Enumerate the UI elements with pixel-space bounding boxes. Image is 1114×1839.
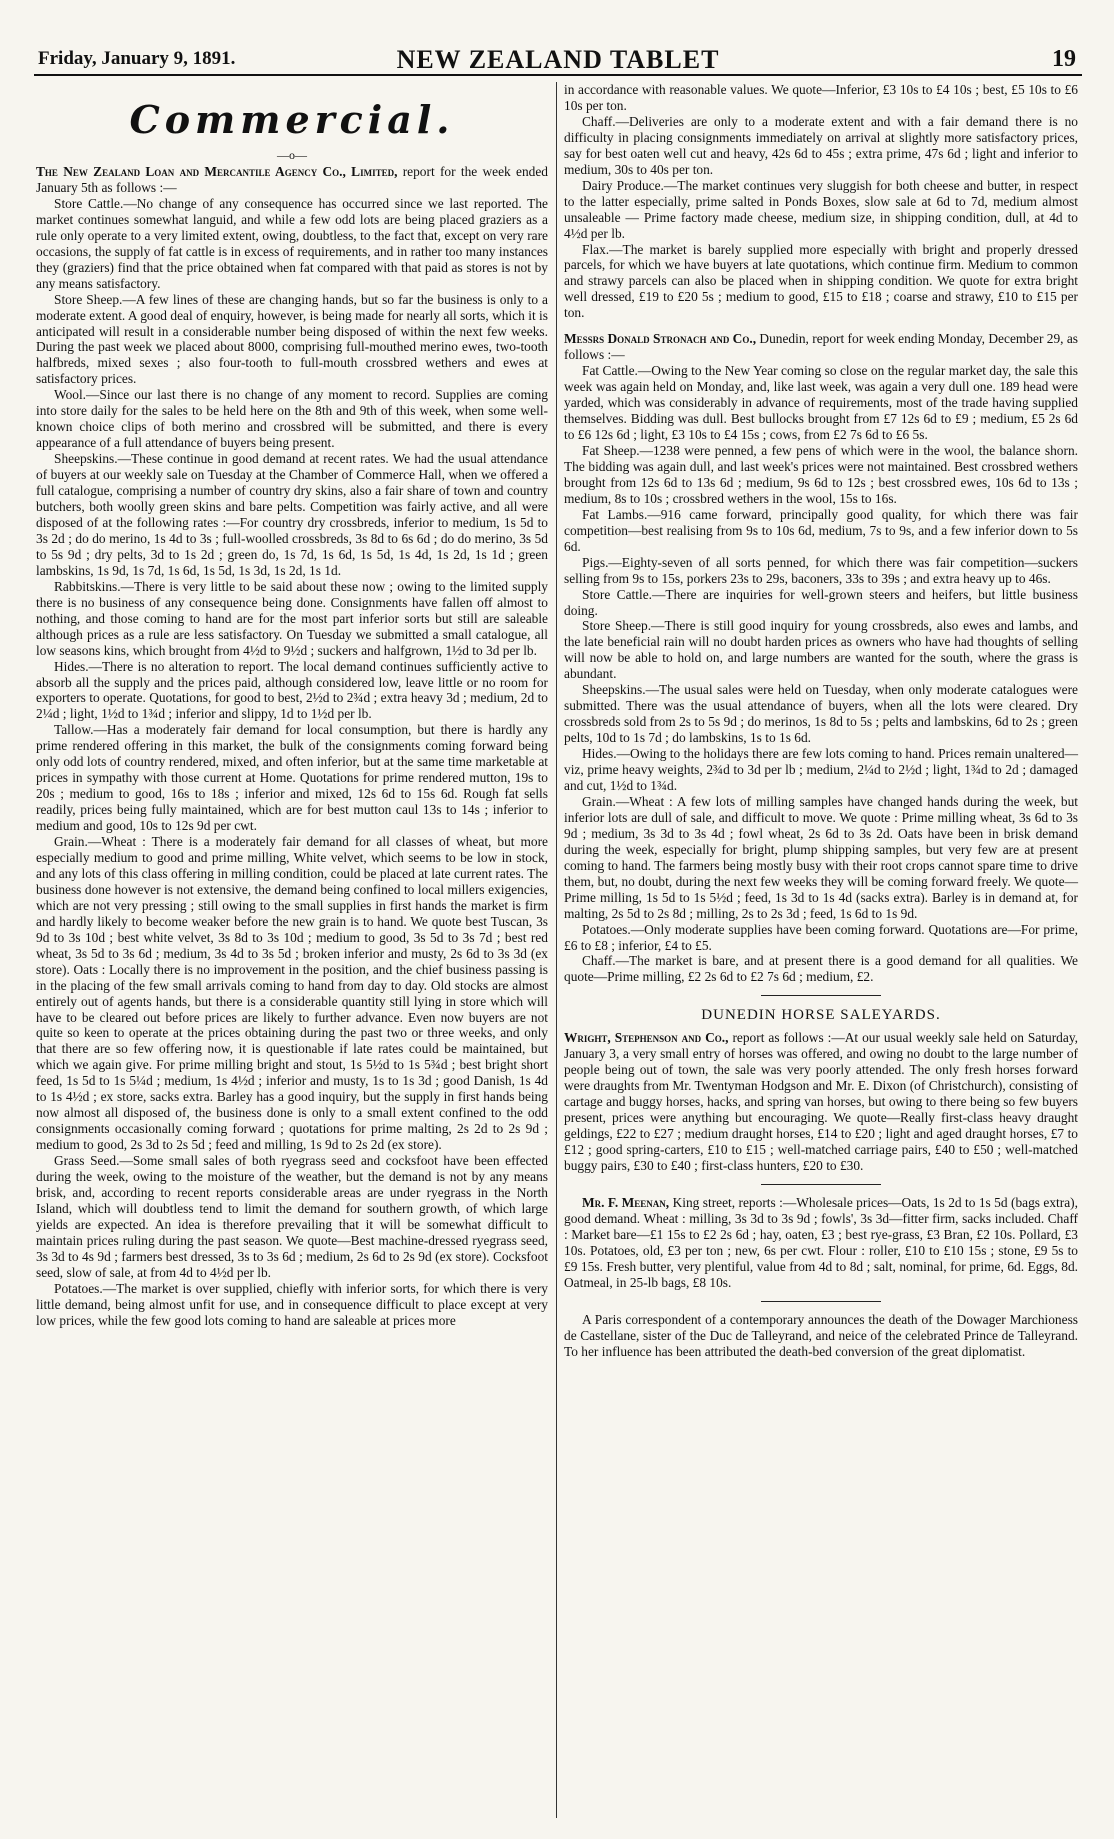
stronach-store-cattle: Store Cattle.—There are inquiries for well-grown steers and heifers, but little business doing. — [564, 586, 1078, 618]
stronach-fat-lambs: Fat Lambs.—916 came forward, principally good quality, for which there was fair competition—best realising from 9s to 10s 6d, medium, 7s to 9s, and a few inferior down to 5s 6d. — [564, 506, 1078, 554]
nzl-store-cattle: Store Cattle.—No change of any consequence has occurred since we last reported. The market continues somewhat languid, and while a few odd lots are being placed graziers as a rule only operate to a very limited extent, owing, doubtless, to the fact that, except on very rare occasions, the supply of fat cattle is in excess of requirements, and in rather too many instances they (graziers) find that the price obtained when fat compared with that paid as stores is not by any means satisfactory. — [36, 195, 548, 291]
spacer — [564, 321, 1078, 331]
nzl-hides: Hides.—There is no alteration to report. The local demand continues sufficiently active to absorb all the supply and the prices paid, although considered low, leave little or no room for exporters to operate. Quotations, for good to best, 2½d to 2¾d ; extra heavy 3d ; medium, 2d to 2¼d ; light, 1½d to 1¾d ; inferior and slippy, 1d to 1½d per lb. — [36, 658, 548, 722]
section-divider — [761, 1184, 881, 1185]
meenan-report — [564, 1195, 1078, 1291]
horse-saleyards-title: DUNEDIN HORSE SALEYARDS. — [701, 1007, 941, 1024]
nzl-grass-seed: Grass Seed.—Some small sales of both ryegrass seed and cocksfoot have been effected during the week, owing to the moisture of the weather, but the demand is not by any means brisk, and, according to recent reports considerable areas are under ryegrass in the North Island, which will doubtless tend to limit the demand for southern growth, of which large yields are expected. An idea is therefore prevailing that it will be somewhat difficult to maintain prices ruling during the past season. We quote—Best machine-dressed ryegrass seed, 3s 3d to 4s 9d ; farmers best dressed, 3s to 3s 6d ; medium, 2s 6d to 2s 9d (ex store). Cocksfoot seed, slow of sale, at from 4d to 4½d per lb. — [36, 1153, 548, 1280]
nzl-wool: Wool.—Since our last there is no change of any moment to record. Supplies are coming into store daily for the sales to be held here on the 8th and 9th of this week, when some well-known choice clips of both merino and crossbred will be submitted, and there is every appearance of a full attendance of buyers being present. — [36, 387, 548, 451]
page-number: 19 — [1052, 46, 1076, 72]
stronach-sheepskins: Sheepskins.—The usual sales were held on Tuesday, when only moderate catalogues were submitted. There was the usual attendance of buyers, when all the lots were cleared. Dry crossbreds sold from 2s to 5s 9d ; do merinos, 1s 8d to 5s ; pelts and lambskins, 6d to 2s ; green pelts, 10d to 1s 7d ; do lambskins, 1s to 1s 6d. — [564, 682, 1078, 746]
nzl-sheepskins: Sheepskins.—These continue in good demand at recent rates. We had the usual attendance of buyers at our weekly sale on Tuesday at the Chamber of Commerce Hall, when we offered a full catalogue, comprising a number of country dry skins, also a fair share of town and country butchers, both woolly green skins and bare pelts. Competition was fairly active, and all were disposed of at the following rates :—For country dry crossbreds, inferior to medium, 1s 5d to 3s 2d ; do do merino, 1s 4d to 3s ; full-woolled crossbreds, 3s 8d to 6s 6d ; do do merino, 3s 5d to 5s 9d ; dry pelts, 3d to 1s 2d ; green do, 1s 7d, 1s 6d, 1s 5d, 1s 4d, 1s 2d, 1s 1d ; green lambskins, 1s 9d, 1s 7d, 1s 6d, 1s 5d, 1s 3d, 1s 2d, 1s 1d. — [36, 451, 548, 578]
nzl-store-sheep: Store Sheep.—A few lines of these are changing hands, but so far the business is only to a moderate extent. A good deal of enquiry, however, is being made for nearly all sorts, which it is anticipated will result in a considerable number being disposed of within the next few weeks. During the past week we placed about 8000, comprising full-mouthed merino ewes, two-tooth halfbreds, mixed sexes ; also four-tooth to full-mouth crossbred wethers and ewes at satisfactory prices. — [36, 291, 548, 387]
stronach-intro — [564, 331, 1078, 363]
meenan-report-text: King street, reports :—Wholesale prices—Oats, 1s 2d to 1s 5d (bags extra), good demand. Wheat : milling, 3s 3d to 3s 9d ; fowls', 3s 3d—fitter firm, sacks included. Chaff : Market bare—£1 15s to £2 2s 6d ; hay, oaten, £3 ; best rye-grass, £3 Bran, £2 10s. Pollard, £3 10s. Potatoes, old, £3 per ton ; new, 6s per cwt. Flour : roller, £10 to £10 15s ; stone, £9 5s to £9 15s. Fresh butter, very plentiful, value from 4d to 8d ; salt, nominal, for prime, 6d. Eggs, 8d. Oatmeal, in 25-lb bags, £8 10s. — [564, 1194, 1078, 1290]
nzl-chaff: Chaff.—Deliveries are only to a moderate extent and with a fair demand there is no difficulty in placing consignments immediately on arrival at slightly more satisfactory prices, say for best oaten well cut and heavy, 42s 6d to 45s ; extra prime, 47s 6d ; light and inferior to medium, 30s to 40s per ton. — [564, 113, 1078, 177]
masthead — [34, 44, 1082, 76]
nzl-agency-name: The New Zealand Loan and Mercantile Agency Co., Limited, — [36, 164, 398, 179]
left-column — [36, 82, 548, 1329]
stronach-chaff: Chaff.—The market is bare, and at present there is a good demand for all qualities. We quote—Prime milling, £2 2s 6d to £2 7s 6d ; medium, £2. — [564, 953, 1078, 985]
nzl-rabbitskins: Rabbitskins.—There is very little to be said about these now ; owing to the limited supply there is no business of any consequence being done. Consignments have fallen off almost to nothing, and those coming to hand are for the most part inferior sorts but still are saleable although prices as a rule are less satisfactory. On Tuesday we submitted a small catalogue, all low seasons kins, which brought from 4½d to 9½d ; suckers and halfgrown, 1½d to 3d per lb. — [36, 578, 548, 658]
heading-ornament: —o— — [277, 148, 307, 162]
horse-report-text: report as follows :—At our usual weekly sale held on Saturday, January 3, a very small entry of horses was offered, and owing no doubt to the large number of people being out of town, the sale was very poorly attended. The only fresh horses forward were draughts from Mr. Twentyman Hodgson and Mr. E. Dixon (of Christchurch), consisting of cartage and buggy horses, hacks, and spring van horses, but owing to there being so few buyers present, prices were anything but encouraging. We quote—Really first-class heavy draught geldings, £22 to £27 ; medium draught horses, £14 to £20 ; light and aged draught horses, £7 to £12 ; good spring-carters, £10 to £15 ; well-matched carriage pairs, £40 to £50 ; well-matched buggy pairs, £30 to £40 ; first-class hunters, £20 to £30. — [564, 1030, 1078, 1173]
nzl-intro-text: report for the week ended January 5th as follows :— — [36, 164, 548, 195]
stronach-store-sheep: Store Sheep.—There is still good inquiry for young crossbreds, also ewes and lambs, and the late beneficial rain will no doubt harden prices as owners who have had thoughts of selling will now be able to hold on, and large numbers are wanted for the south, where the grass is abundant. — [564, 618, 1078, 682]
section-divider — [761, 995, 881, 996]
issue-date: Friday, January 9, 1891. — [38, 48, 236, 69]
horse-saleyards-report — [564, 1030, 1078, 1174]
stronach-hides: Hides.—Owing to the holidays there are few lots coming to hand. Prices remain unaltered—viz, prime heavy weights, 2¾d to 3d per lb ; medium, 2¼d to 2½d ; light, 1¾d to 2d ; damaged and cut, 1½d to 1¾d. — [564, 746, 1078, 793]
nzl-potatoes: Potatoes.—The market is over supplied, chiefly with inferior sorts, for which there is very little demand, being almost unfit for use, and in consequence difficult to place except at very low prices, while the few good lots coming to hand are saleable at prices more — [36, 1280, 548, 1328]
nzl-grain: Grain.—Wheat : There is a moderately fair demand for all classes of wheat, but more especially medium to good and prime milling, White velvet, which seems to be low in stock, and any lots of this class offering in milling condition, could be placed at late current rates. The business done however is not extensive, the demand being confined to local millers exigencies, which are not very pressing ; still owing to the small supplies in first hands the market is firm and hardly likely to become weaker before the new grain is to hand. We quote best Tuscan, 3s 9d to 3s 10d ; best white velvet, 3s 8d to 3s 10d ; medium to good, 3s 5d to 3s 7d ; best red wheat, 3s 5d to 3s 6d ; medium, 3s 4d to 3s 5d ; broken inferior and musty, 2s 6d to 3s 3d (ex store). Oats : Locally there is no improvement in the position, and the chief business passing is in the placing of the few small arrivals coming to hand from day to day. Old stocks are almost entirely out of agents hands, but there is a considerable quantity still lying in store which will have to be cleared out before prices are likely to further advance. Even now buyers are not quite so keen to operate at the prices obtaining during the past two or three weeks, and only that there are so few offering now, it is questionable if late rates could be maintained, but which we again give. For prime milling bright and stout, 1s 5½d to 1s 5¾d ; best bright short feed, 1s 5d to 1s 5¼d ; medium, 1s 4½d ; inferior and musty, 1s to 1s 3d ; good Danish, 1s 4d to 1s 4½d ; ex store, sacks extra. Barley has a good inquiry, but the supply in first hands being now almost all disposed of, the business done is only to a small extent confined to the odd consignments occasionally coming forward ; quotations for prime malting, 2s 2d to 2s 9d ; medium to good, 2s 3d to 2s 5d ; feed and milling, 1s 9d to 2s 2d (ex store). — [36, 834, 548, 1153]
newspaper-title: NEW ZEALAND TABLET — [396, 45, 720, 74]
column-divider — [556, 82, 557, 1818]
stronach-firm-name: Messrs Donald Stronach and Co., — [564, 331, 757, 347]
section-heading: Commercial. — [129, 97, 455, 142]
stronach-pigs: Pigs.—Eighty-seven of all sorts penned, for which there was fair competition—suckers selling from 9s to 15s, porkers 23s to 29s, baconers, 33s to 39s ; and extra heavy up to 46s. — [564, 554, 1078, 586]
stronach-intro-text: Dunedin, report for week ending Monday, December 29, as follows :— — [564, 331, 1078, 363]
stronach-fat-sheep: Fat Sheep.—1238 were penned, a few pens of which were in the wool, the balance shorn. The bidding was again dull, and last week's prices were not maintained. Best crossbred wethers brought from 12s 6d to 13s 6d ; medium, 9s 6d to 12s ; best crossbred ewes, 10s 6d to 13s ; medium, 8s to 10s ; crossbred wethers in the wool, 15s to 16s. — [564, 442, 1078, 506]
right-column — [564, 82, 1078, 1359]
meenan-name: Mr. F. Meenan, — [582, 1194, 670, 1210]
horse-firm-name: Wright, Stephenson and Co., — [564, 1030, 729, 1046]
nzl-tallow: Tallow.—Has a moderately fair demand for local consumption, but there is hardly any prime rendered offering in this market, the bulk of the consignments coming forward being only odd lots of country rendered, mixed, and often inferior, but at the same time marketable at prices in sympathy with those current at Home. Quotations for prime rendered mutton, 19s to 20s ; medium to good, 16s to 18s ; inferior and mixed, 12s 6d to 15s 6d. Rough fat sells readily, prices being fully maintained, which are for best mutton caul 13s to 14s ; inferior to medium and good, 10s to 12s 9d per cwt. — [36, 722, 548, 834]
paris-notice: A Paris correspondent of a contemporary announces the death of the Dowager Marchioness de Castellane, sister of the Duc de Talleyrand, and neice of the celebrated Prince de Talleyrand. To her influence has been attributed the death-bed conversion of the great diplomatist. — [564, 1311, 1078, 1359]
nzl-dairy-produce: Dairy Produce.—The market continues very sluggish for both cheese and butter, in respect to the latter especially, prime salted in Ponds Boxes, slow sale at 6d to 7d, medium almost unsaleable — Prime factory made cheese, medium size, in shipping condition, dull, at 4d to 4½d per lb. — [564, 177, 1078, 241]
stronach-fat-cattle: Fat Cattle.—Owing to the New Year coming so close on the regular market day, the sale this week was again held on Monday, and, like last week, was again a very dull one. 189 head were yarded, which was considerably in advance of requirements, most of the trade having supplied themselves. Bidding was dull. Best bullocks brought from £7 12s 6d to £9 ; medium, £5 2s 6d to £6 12s 6d ; light, £3 10s to £4 15s ; cows, from £2 7s 6d to £6 5s. — [564, 363, 1078, 443]
nzl-intro — [36, 164, 548, 196]
nzl-flax: Flax.—The market is barely supplied more especially with bright and properly dressed parcels, for which we have buyers at late quotations, which continue firm. Medium to common and strawy parcels can also be placed when in shipping condition. We quote for extra bright well dressed, £19 to £20 5s ; medium to good, £15 to £18 ; coarse and strawy, £10 to £15 per ton. — [564, 241, 1078, 321]
stronach-grain: Grain.—Wheat : A few lots of milling samples have changed hands during the week, but inferior lots are dull of sale, and difficult to move. We quote : Prime milling wheat, 3s 6d to 3s 9d ; medium, 3s 3d to 3s 4d ; fowl wheat, 2s 6d to 3s 2d. Oats have been in brisk demand during the week, especially for bright, plump shipping samples, but very few are at present coming to hand. The farmers being mostly busy with their root crops cannot spare time to drive them, but, no doubt, during the next few weeks they will be coming forward freely. We quote—Prime milling, 1s 5d to 1s 5½d ; feed, 1s 3d to 1s 4d (sacks extra). Barley is in demand at, for malting, 2s 5d to 2s 8d ; milling, 2s to 2s 3d ; feed, 1s 6d to 1s 9d. — [564, 793, 1078, 921]
stronach-potatoes: Potatoes.—Only moderate supplies have been coming forward. Quotations are—For prime, £6 to £8 ; inferior, £4 to £5. — [564, 921, 1078, 953]
section-divider — [761, 1301, 881, 1302]
nzl-potatoes-continued: in accordance with reasonable values. We quote—Inferior, £3 10s to £4 10s ; best, £5 10s to £6 10s per ton. — [564, 82, 1078, 113]
